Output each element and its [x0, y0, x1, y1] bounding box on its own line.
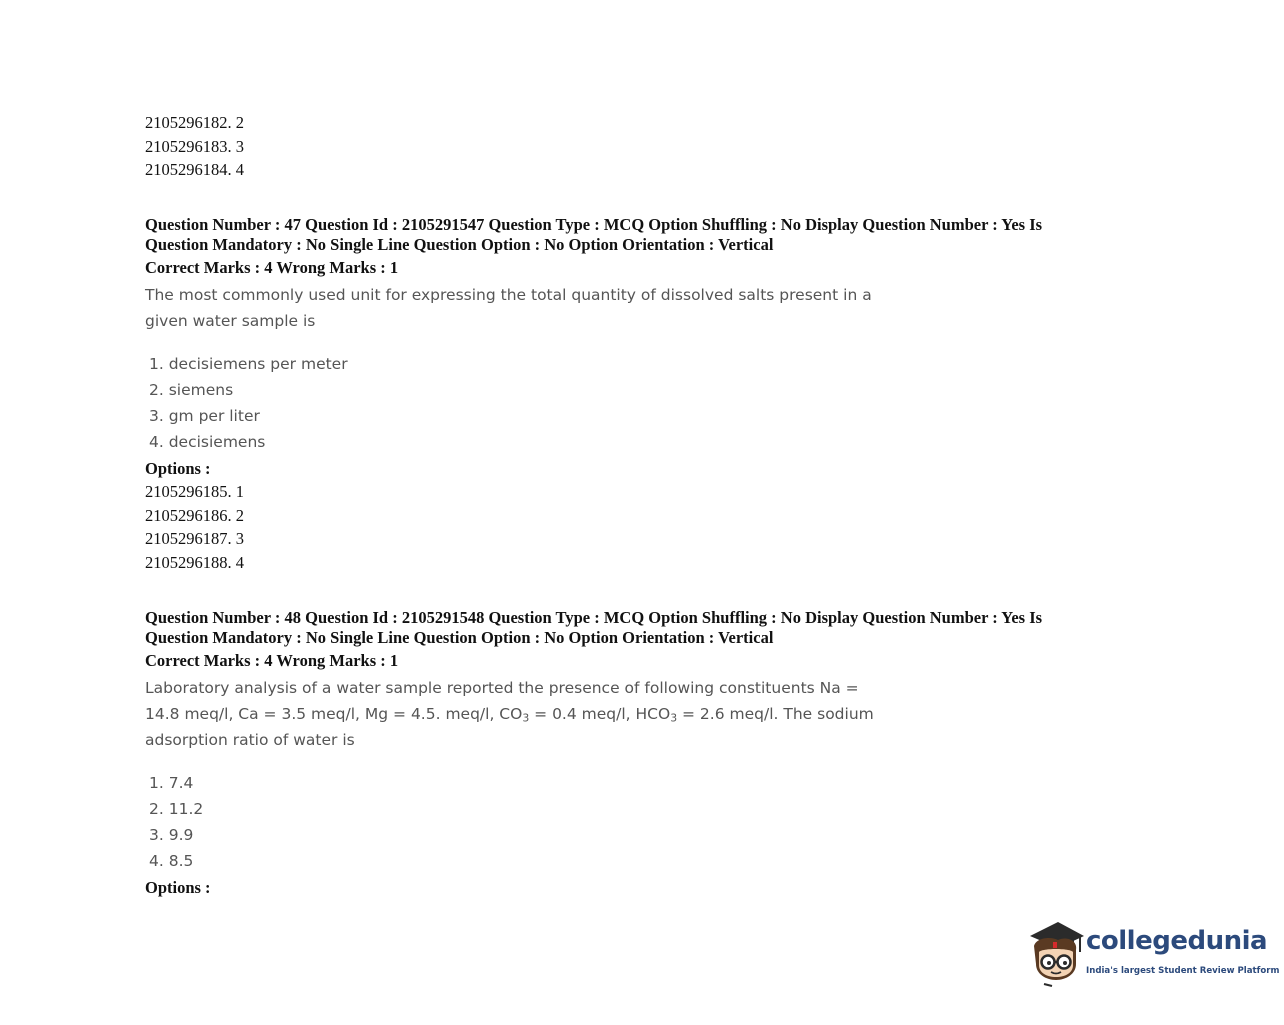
option-id: 2105296185. 1 [145, 482, 244, 501]
option-id: 2105296187. 3 [145, 529, 244, 549]
choice-item: 3. 9.9 [149, 826, 194, 844]
subscript: 3 [522, 711, 530, 725]
question-text-line [145, 701, 885, 727]
question-47-text [145, 282, 885, 334]
question-meta-line: Question Number : 48 Question Id : 2105291548 Question Type : MCQ Option Shuffling : No Display Question Number : Yes Is [145, 608, 1043, 627]
option-id: 2105296188. 4 [145, 553, 244, 573]
question-47-choices [149, 351, 348, 455]
previous-question-options [145, 111, 244, 182]
question-48-meta [145, 608, 1105, 648]
mascot-icon [1024, 918, 1086, 988]
choice-item: 1. decisiemens per meter [149, 355, 348, 373]
choice-item: 2. 11.2 [149, 800, 204, 818]
question-text-line: The most commonly used unit for expressing the total quantity of dissolved salts present in a [145, 286, 872, 304]
logo-tagline: India's largest Student Review Platform [1086, 966, 1280, 976]
option-id: 2105296186. 2 [145, 505, 244, 525]
question-meta-line: Question Mandatory : No Single Line Question Option : No Option Orientation : Vertical [145, 628, 774, 647]
question-meta-line: Question Number : 47 Question Id : 2105291547 Question Type : MCQ Option Shuffling : No Display Question Number : Yes Is [145, 215, 1043, 234]
question-47-options [145, 480, 244, 575]
question-48-text [145, 675, 885, 753]
choice-item: 3. gm per liter [149, 407, 260, 425]
question-48-options-label: Options : [145, 878, 211, 897]
question-47-options-label: Options : [145, 459, 211, 478]
question-text-fragment: 14.8 meq/l, Ca = 3.5 meq/l, Mg = 4.5. meq/l, CO [145, 705, 523, 723]
question-47-meta [145, 215, 1105, 255]
choice-item: 4. decisiemens [149, 433, 266, 451]
option-id: 2105296182. 2 [145, 113, 244, 132]
question-text-fragment: = 0.4 meq/l, HCO [529, 705, 671, 723]
question-text-line: Laboratory analysis of a water sample reported the presence of following constituents Na = [145, 679, 859, 697]
question-text-line: given water sample is [145, 312, 316, 330]
choice-item: 2. siemens [149, 381, 234, 399]
option-id: 2105296183. 3 [145, 136, 244, 156]
option-id: 2105296184. 4 [145, 160, 244, 180]
question-meta-line: Question Mandatory : No Single Line Question Option : No Option Orientation : Vertical [145, 235, 774, 254]
subscript: 3 [670, 711, 678, 725]
logo-wordmark: collegedunia [1086, 926, 1268, 956]
question-47-marks: Correct Marks : 4 Wrong Marks : 1 [145, 258, 399, 277]
question-48-choices [149, 770, 203, 874]
choice-item: 1. 7.4 [149, 774, 194, 792]
choice-item: 4. 8.5 [149, 852, 194, 870]
question-48-marks: Correct Marks : 4 Wrong Marks : 1 [145, 651, 399, 670]
question-text-fragment: = 2.6 meq/l. The sodium [677, 705, 874, 723]
question-text-line: adsorption ratio of water is [145, 731, 355, 749]
collegedunia-logo [1024, 918, 1280, 988]
